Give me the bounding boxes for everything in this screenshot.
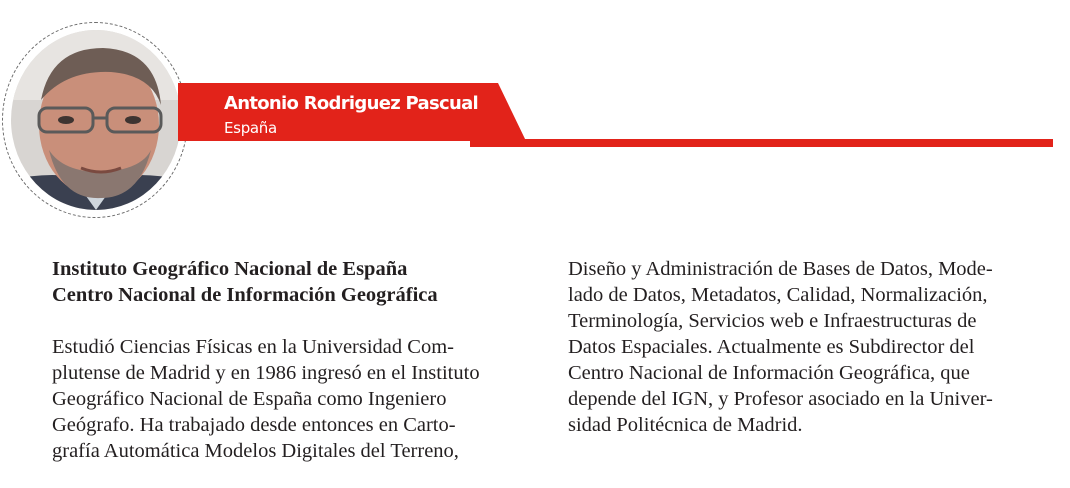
bio-line: plutense de Madrid y en 1986 ingresó en el Instituto bbox=[52, 362, 480, 384]
bio-line: Terminología, Servicios web e Infraestructuras de bbox=[568, 310, 977, 332]
bio-line: Estudió Ciencias Físicas en la Universidad Com- bbox=[52, 336, 454, 358]
bio-line: lado de Datos, Metadatos, Calidad, Normalización, bbox=[568, 284, 988, 306]
bio-line: Diseño y Administración de Bases de Datos, Mode- bbox=[568, 258, 993, 280]
bio-line: sidad Politécnica de Madrid. bbox=[568, 414, 803, 436]
paragraph-spacer bbox=[52, 308, 480, 334]
author-country: España bbox=[224, 119, 277, 137]
author-name: Antonio Rodriguez Pascual bbox=[224, 93, 479, 114]
bio-line: Centro Nacional de Información Geográfica, que bbox=[568, 362, 970, 384]
banner-rule bbox=[470, 139, 1053, 147]
bio-left-column bbox=[52, 256, 480, 464]
affiliation-line-2: Centro Nacional de Información Geográfica bbox=[52, 284, 438, 306]
bio-line: Geográfico Nacional de España como Ingeniero bbox=[52, 388, 447, 410]
bio-line: grafía Automática Modelos Digitales del Terreno, bbox=[52, 440, 459, 462]
avatar bbox=[11, 30, 181, 210]
bio-line: depende del IGN, y Profesor asociado en la Univer- bbox=[568, 388, 993, 410]
portrait-photo bbox=[11, 30, 181, 210]
bio-right-column bbox=[568, 256, 993, 438]
affiliation-line-1: Instituto Geográfico Nacional de España bbox=[52, 258, 408, 280]
bio-line: Geógrafo. Ha trabajado desde entonces en Carto- bbox=[52, 414, 456, 436]
bio-line: Datos Espaciales. Actualmente es Subdirector del bbox=[568, 336, 975, 358]
